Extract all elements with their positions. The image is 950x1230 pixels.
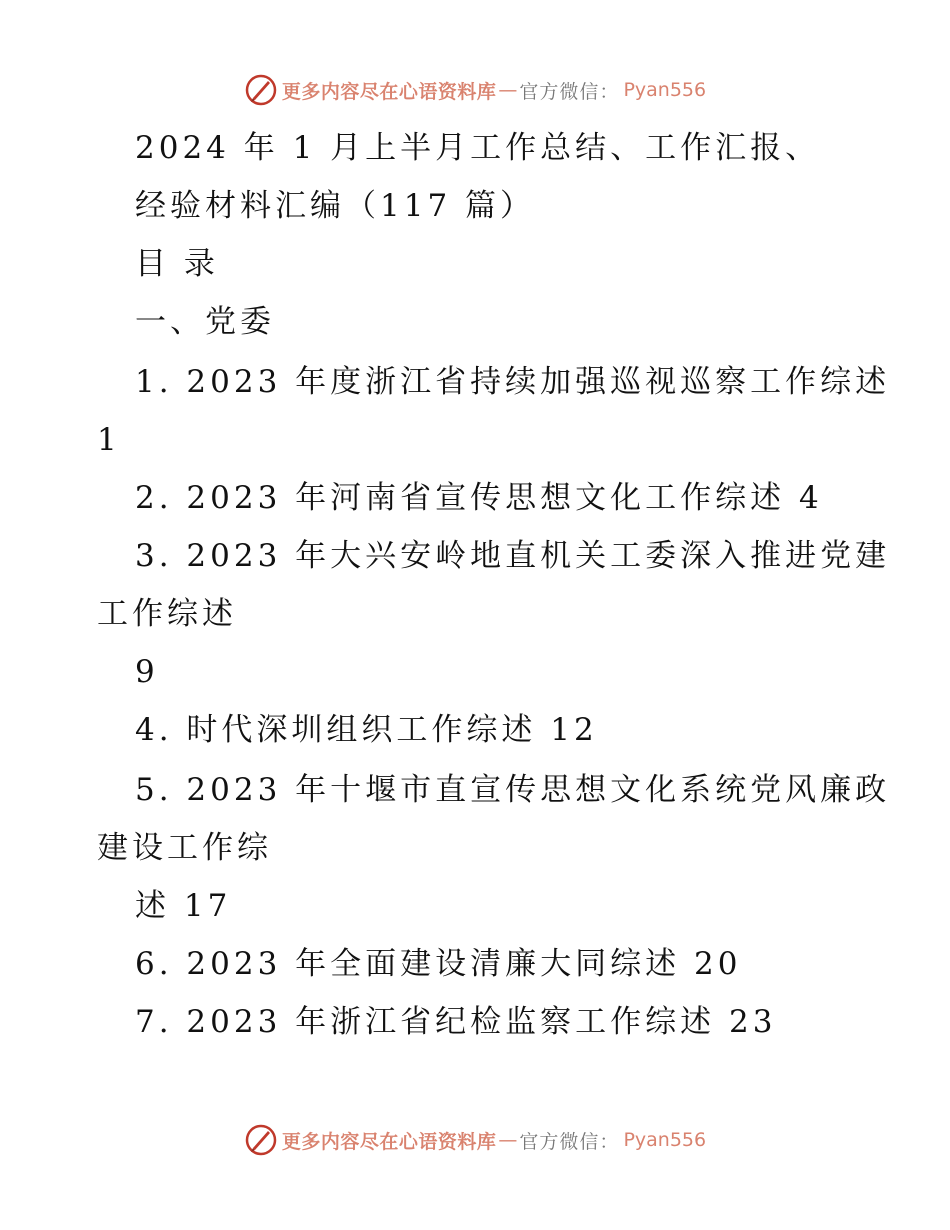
toc-entry-5-page: 述 17 bbox=[135, 888, 232, 924]
official-wechat-label: 官方微信： bbox=[519, 80, 620, 103]
toc-heading: 目 录 bbox=[135, 246, 219, 282]
toc-entry-1-page: 1 bbox=[97, 422, 121, 458]
banner-dash: — bbox=[498, 79, 518, 101]
quill-pen-icon bbox=[244, 1123, 278, 1157]
header-banner bbox=[0, 70, 950, 110]
toc-entry-3-continued: 工作综述 bbox=[97, 596, 237, 632]
toc-entry-3-page: 9 bbox=[135, 654, 159, 690]
document-title-line-1: 2024 年 1 月上半月工作总结、工作汇报、 bbox=[135, 130, 821, 166]
toc-entry-5: 5. 2023 年十堰市直宣传思想文化系统党风廉政 bbox=[135, 772, 891, 808]
toc-entry-2: 2. 2023 年河南省宣传思想文化工作综述 4 bbox=[135, 480, 823, 516]
section-heading: 一、党委 bbox=[135, 304, 275, 340]
toc-entry-3: 3. 2023 年大兴安岭地直机关工委深入推进党建 bbox=[135, 538, 891, 574]
footer-banner bbox=[0, 1120, 950, 1160]
site-name: 更多内容尽在心语资料库 bbox=[281, 1130, 497, 1153]
document-title-line-2: 经验材料汇编（117 篇） bbox=[135, 188, 536, 224]
toc-entry-7: 7. 2023 年浙江省纪检监察工作综述 23 bbox=[135, 1004, 777, 1040]
official-wechat-label: 官方微信： bbox=[519, 1130, 620, 1153]
quill-pen-icon bbox=[244, 73, 278, 107]
toc-entry-6: 6. 2023 年全面建设清廉大同综述 20 bbox=[135, 946, 742, 982]
site-name: 更多内容尽在心语资料库 bbox=[281, 80, 497, 103]
toc-entry-5-continued: 建设工作综 bbox=[97, 830, 272, 866]
toc-entry-1: 1. 2023 年度浙江省持续加强巡视巡察工作综述 bbox=[135, 364, 891, 400]
banner-dash: — bbox=[498, 1129, 518, 1151]
wechat-id: Pyan556 bbox=[623, 79, 707, 101]
toc-entry-4: 4. 时代深圳组织工作综述 12 bbox=[135, 712, 598, 748]
wechat-id: Pyan556 bbox=[623, 1129, 707, 1151]
